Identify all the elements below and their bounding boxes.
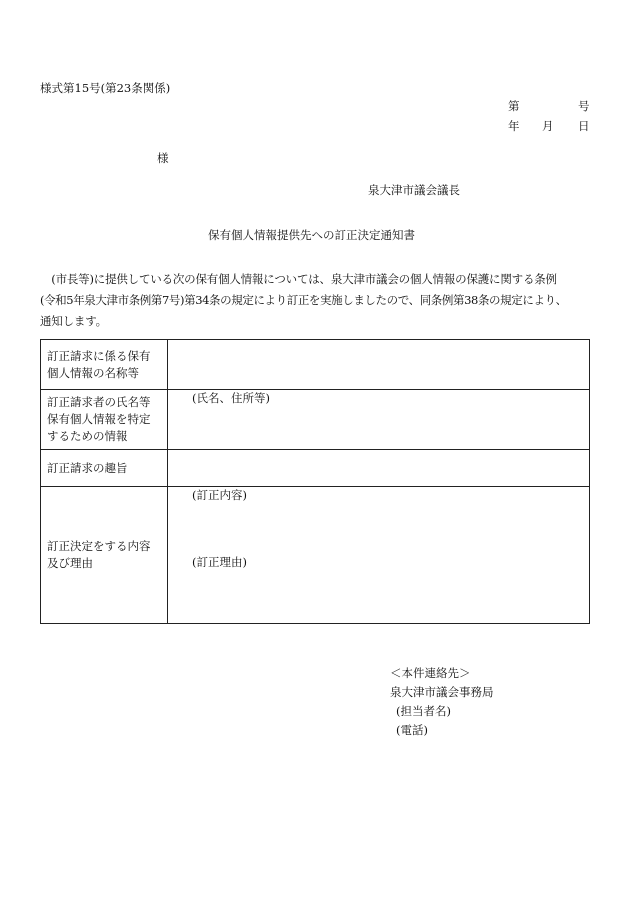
row-label-requester — [41, 390, 168, 450]
table-row — [41, 390, 590, 450]
addressee-suffix: 様 — [157, 151, 169, 165]
label-line: 個人情報の名称等 — [47, 365, 139, 380]
contact-person: (担当者名) — [396, 704, 451, 718]
body-line: (市長等)に提供している次の保有個人情報については、泉大津市議会の個人情報の保護に関する条例 — [40, 272, 557, 286]
label-line: 訂正請求の趣旨 — [47, 460, 128, 475]
row-label-decision — [41, 487, 168, 624]
contact-office: 泉大津市議会事務局 — [390, 685, 494, 699]
label-line: 訂正請求に係る保有 — [47, 348, 151, 363]
date-day: 日 — [578, 119, 590, 133]
label-line: 訂正決定をする内容 — [47, 539, 151, 553]
date-month: 月 — [542, 119, 554, 133]
label-line: 及び理由 — [47, 556, 93, 570]
body-paragraph — [40, 269, 600, 332]
body-line: (令和5年泉大津市条例第7号)第34条の規定により訂正を実施しましたので、同条例第38条の規定により、 — [40, 293, 567, 307]
body-line: 通知します。 — [40, 314, 107, 328]
doc-number-dai: 第 — [508, 99, 520, 113]
table-row — [41, 340, 590, 390]
row-label-target-info — [41, 340, 168, 390]
date-year: 年 — [508, 119, 520, 133]
row-label-purpose — [41, 450, 168, 487]
correction-reason-hint: (訂正理由) — [192, 555, 247, 569]
table-row — [41, 450, 590, 487]
contact-heading: ＜本件連絡先＞ — [390, 666, 471, 680]
row-value-purpose — [168, 450, 590, 487]
label-line: 保有個人情報を特定 — [47, 412, 151, 426]
contact-phone: (電話) — [396, 723, 428, 737]
row-value-requester — [168, 390, 590, 450]
table-row — [41, 487, 590, 624]
correction-content-hint: (訂正内容) — [192, 488, 247, 502]
row-value-target-info — [168, 340, 590, 390]
row-value-decision — [168, 487, 590, 624]
label-line: 訂正請求者の氏名等 — [47, 395, 151, 409]
form-number: 様式第15号(第23条関係) — [40, 81, 171, 95]
requester-hint: (氏名、住所等) — [192, 391, 270, 405]
document-title: 保有個人情報提供先への訂正決定通知書 — [208, 228, 415, 242]
label-line: するための情報 — [47, 429, 128, 443]
issuer: 泉大津市議会議長 — [368, 183, 460, 197]
doc-number-go: 号 — [578, 99, 590, 113]
correction-table — [40, 339, 590, 624]
